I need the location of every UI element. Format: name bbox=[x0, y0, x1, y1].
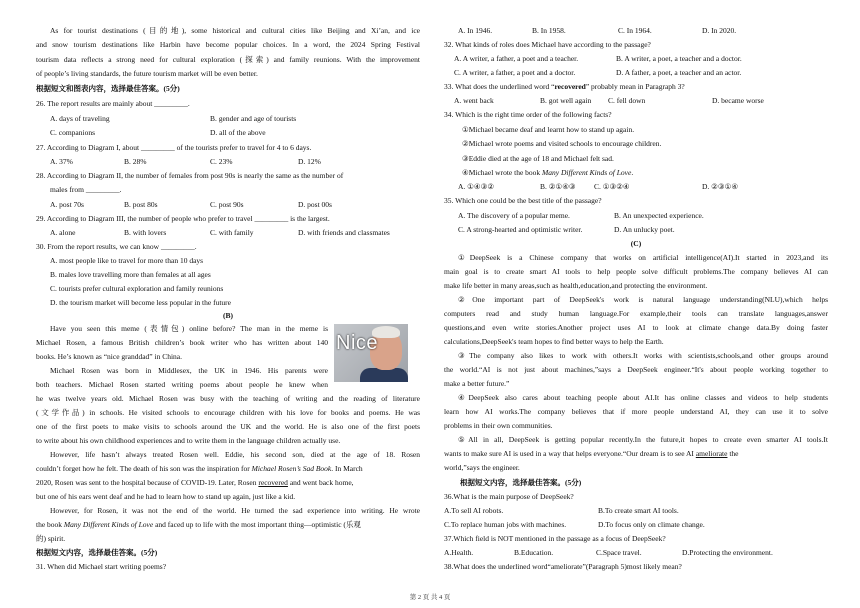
q28-stem-line-2: males from _________. bbox=[50, 185, 122, 194]
b-para3-line-3 bbox=[36, 478, 420, 488]
q37-option-a[interactable]: A.Health. bbox=[444, 548, 474, 557]
b-para2-line-6: to write about his own childhood experiences and to write them in the language children actually use. bbox=[36, 436, 341, 445]
c-p1-line-1: ①DeepSeek is a Chinese company that works on artificial intelligence(AI).It started in 2023,and its bbox=[458, 253, 828, 262]
q35-stem: 35. Which one could be the best title of the passage? bbox=[444, 196, 602, 205]
q33-stem bbox=[444, 82, 685, 92]
q35-option-b[interactable]: B. An unexpected experience. bbox=[614, 211, 704, 220]
q33-option-a[interactable]: A. went back bbox=[454, 96, 494, 105]
b-para4-text: the book bbox=[36, 520, 63, 529]
q34-option-c[interactable]: C. ①③②④ bbox=[594, 182, 630, 191]
c-p1-line-2: main goal is to create smart AI tools to help people solve difficult problems.The company believes AI can bbox=[444, 267, 828, 276]
q26-stem: 26. The report results are mainly about _________. bbox=[36, 99, 190, 108]
q36-stem: 36.What is the main purpose of DeepSeek? bbox=[444, 492, 574, 501]
q30-stem: 30. From the report results, we can know _________. bbox=[36, 242, 197, 251]
b-para2-line-2: both teachers. Michael Rosen started writing poems about people he knew when bbox=[36, 380, 328, 389]
c-p3-line-3: make a better future.” bbox=[444, 379, 510, 388]
section-b-title: (B) bbox=[223, 311, 233, 320]
c-p4-line-1: ④DeepSeek also cares about teaching people about AI.It has online classes and videos to help students bbox=[458, 393, 828, 402]
underlined-word-recovered: recovered bbox=[258, 478, 288, 487]
q37-option-b[interactable]: B.Education. bbox=[514, 548, 554, 557]
c-p2-line-1: ②One important part of DeepSeek's work is natural language understanding(NLU),which helps bbox=[458, 295, 828, 304]
q34-option-d[interactable]: D. ②③①④ bbox=[702, 182, 739, 191]
q29-option-d[interactable]: D. with friends and classmates bbox=[298, 228, 390, 237]
c-p5-line-1: ⑤All in all, DeepSeek is getting popular recently.In the future,it hopes to create even smarter AI tools.It bbox=[458, 435, 828, 444]
q37-option-d[interactable]: D.Protecting the environment. bbox=[682, 548, 773, 557]
b-para2-line-3: he was twelve years old. Michael Rosen was busy with the teaching of writing and the reading of literature bbox=[36, 394, 420, 403]
q33-option-b[interactable]: B. got well again bbox=[540, 96, 592, 105]
q34-fact-1: ①Michael became deaf and learnt how to stand up again. bbox=[462, 125, 635, 134]
q26-option-a[interactable]: A. days of traveling bbox=[50, 114, 110, 123]
b-para3-text: couldn’t forget how he felt. The death of his son was the inspiration for bbox=[36, 464, 250, 473]
q27-stem: 27. According to Diagram I, about _________ of the tourists prefer to travel for 4 to 6 days. bbox=[36, 143, 312, 152]
q31-option-c[interactable]: C. In 1964. bbox=[618, 26, 652, 35]
c-p2-line-2: computers read and study human language.For example,their tools can translate languages,answer bbox=[444, 309, 828, 318]
b-para2-line-1: Michael Rosen was born in Middlesex, the UK in 1946. His parents were bbox=[50, 366, 328, 375]
b-para2-line-5: one of the first poets to make visits to schools around the UK and the world. He is also one of the first poets bbox=[36, 422, 420, 431]
c-p1-line-3: make life better in many areas,such as health,education,and protecting the environment. bbox=[444, 281, 708, 290]
q34-stem: 34. Which is the right time order of the following facts? bbox=[444, 110, 612, 119]
q33-stem-word: recovered bbox=[554, 82, 586, 91]
q34-fact-2: ②Michael wrote poems and visited schools to encourage children. bbox=[462, 139, 662, 148]
q34-fact-4-book: Many Different Kinds of Love bbox=[542, 168, 632, 177]
b-para1-line-1: Have you seen this meme (表情包) online before? The man in the meme is bbox=[50, 324, 328, 333]
q36-option-b[interactable]: B.To create smart AI tools. bbox=[598, 506, 679, 515]
q29-stem: 29. According to Diagram III, the number of people who prefer to travel _________ is the largest. bbox=[36, 214, 330, 223]
b-para2-line-4: (文学作品) in schools. He visited schools to encourage children with his love for books and poems. He was bbox=[36, 408, 420, 417]
section-a-instruction: 根据短文和图表内容，选择最佳答案。(5分) bbox=[36, 84, 180, 93]
q28-option-c[interactable]: C. post 90s bbox=[210, 200, 244, 209]
meme-image bbox=[334, 324, 408, 382]
q36-option-a[interactable]: A.To sell AI robots. bbox=[444, 506, 504, 515]
q36-option-c[interactable]: C.To replace human jobs with machines. bbox=[444, 520, 567, 529]
q28-option-b[interactable]: B. post 80s bbox=[124, 200, 158, 209]
q28-option-d[interactable]: D. post 00s bbox=[298, 200, 332, 209]
sad-book-title: Michael Rosen’s Sad Book bbox=[251, 464, 332, 473]
c-p3-line-2: the world.“AI is not just about machines,”says a DeepSeek engineer.“It's about people working together to bbox=[444, 365, 828, 374]
q32-option-d[interactable]: D. A father, a poet, a teacher and an actor. bbox=[616, 68, 742, 77]
page-footer: 第 2 页 共 4 页 bbox=[409, 594, 451, 601]
c-p5-line-2-text: wants to make sure AI is used in a way that helps everyone.“Our dream is to see AI bbox=[444, 449, 694, 458]
q38-stem: 38.What does the underlined word“ameliorate”(Paragraph 5)most likely mean? bbox=[444, 562, 682, 571]
b-para3-line-2 bbox=[36, 464, 420, 474]
q29-option-c[interactable]: C. with family bbox=[210, 228, 254, 237]
c-p5-line-2 bbox=[444, 449, 828, 459]
q31-option-a[interactable]: A. In 1946. bbox=[458, 26, 493, 35]
intro-line-1: As for tourist destinations (目的地), some historical and cultural cities like Beijing and Xi’an, and ice bbox=[50, 26, 420, 35]
q28-stem-line-1: 28. According to Diagram II, the number of females from post 90s is nearly the same as the number of bbox=[36, 171, 344, 180]
section-c-instruction: 根据短文内容，选择最佳答案。(5分) bbox=[460, 478, 582, 487]
q30-option-b[interactable]: B. males love travelling more than females at all ages bbox=[50, 270, 211, 279]
q35-option-c[interactable]: C. A strong-hearted and optimistic writer. bbox=[458, 225, 583, 234]
intro-line-4: of people’s living standards, the future tourism market will be even better. bbox=[36, 69, 258, 78]
q33-option-d[interactable]: D. became worse bbox=[712, 96, 764, 105]
b-para4-line-2 bbox=[36, 520, 420, 530]
q26-option-d[interactable]: D. all of the above bbox=[210, 128, 266, 137]
b-para3-line-1: However, life hasn’t always treated Rosen well. Eddie, his second son, died at the age of 18. Rosen bbox=[50, 450, 420, 459]
q32-option-a[interactable]: A. A writer, a father, a poet and a teacher. bbox=[454, 54, 579, 63]
b-para1-line-2: Michael Rosen, a famous British children’s book writer who has written about 140 bbox=[36, 338, 328, 347]
b-para3-line-3-text-end: and went back home, bbox=[289, 478, 354, 487]
q30-option-d[interactable]: D. the tourism market will become less popular in the future bbox=[50, 298, 231, 307]
q29-option-b[interactable]: B. with lovers bbox=[124, 228, 167, 237]
q36-option-d[interactable]: D.To focus only on climate change. bbox=[598, 520, 705, 529]
c-p5-line-2-end: the bbox=[729, 449, 739, 458]
love-book-title: Many Different Kinds of Love bbox=[63, 520, 154, 529]
q34-fact-3: ③Eddie died at the age of 18 and Michael felt sad. bbox=[462, 154, 614, 163]
b-para3-line-3-text: 2020, Rosen was sent to the hospital because of COVID-19. Later, Rosen bbox=[36, 478, 257, 487]
q37-option-c[interactable]: C.Space travel. bbox=[596, 548, 642, 557]
c-p2-line-3: questions,and even write stories.Another project uses AI to look at climate change data.By doing faster bbox=[444, 323, 828, 332]
q35-option-d[interactable]: D. An unlucky poet. bbox=[614, 225, 675, 234]
b-para1-line-3: books. He’s known as “nice granddad” in China. bbox=[36, 352, 183, 361]
c-p3-line-1: ③The company also likes to work with others.It works with scientists,schools,and other groups around bbox=[458, 351, 828, 360]
q33-stem-post: ” probably mean in Paragraph 3? bbox=[585, 82, 685, 91]
q37-stem: 37.Which field is NOT mentioned in the passage as a focus of DeepSeek? bbox=[444, 534, 666, 543]
q28-option-a[interactable]: A. post 70s bbox=[50, 200, 84, 209]
c-p4-line-2: learn how AI works.The company believes that if more people understand AI, they can use it to solve bbox=[444, 407, 828, 416]
q31-option-d[interactable]: D. In 2020. bbox=[702, 26, 737, 35]
b-para4-text-end: and faced up to life with the most important thing—optimistic (乐观 bbox=[155, 520, 361, 529]
q27-option-d[interactable]: D. 12% bbox=[298, 157, 321, 166]
q31-stem: 31. When did Michael start writing poems? bbox=[36, 562, 167, 571]
q26-option-c[interactable]: C. companions bbox=[50, 128, 95, 137]
meme-shirt bbox=[360, 368, 408, 382]
c-p2-line-4: calculations,DeepSeek's team hopes to find better ways to help the Earth. bbox=[444, 337, 664, 346]
c-p5-line-3: world,”says the engineer. bbox=[444, 463, 520, 472]
b-para3-line-4: but one of his ears went deaf and he had to learn how to stand up again, just like a kid. bbox=[36, 492, 296, 501]
q27-option-a[interactable]: A. 37% bbox=[50, 157, 73, 166]
q29-option-a[interactable]: A. alone bbox=[50, 228, 76, 237]
q32-option-b[interactable]: B. A writer, a poet, a teacher and a doctor. bbox=[616, 54, 742, 63]
b-para3-text-end: . In March bbox=[331, 464, 363, 473]
q34-fact-4-post: . bbox=[631, 168, 634, 177]
b-para4-line-3: 的) spirit. bbox=[36, 534, 66, 543]
q34-fact-4-pre: ④Michael wrote the book bbox=[462, 168, 543, 177]
q30-option-c[interactable]: C. tourists prefer cultural exploration and family reunions bbox=[50, 284, 224, 293]
q33-option-c[interactable]: C. fell down bbox=[608, 96, 646, 105]
q34-option-b[interactable]: B. ②①④③ bbox=[540, 182, 576, 191]
section-b-instruction: 根据短文内容，选择最佳答案。(5分) bbox=[36, 548, 158, 557]
q27-option-c[interactable]: C. 23% bbox=[210, 157, 233, 166]
section-c-title: (C) bbox=[630, 239, 642, 248]
q33-stem-pre: 33. What does the underlined word “ bbox=[444, 82, 555, 91]
q26-option-b[interactable]: B. gender and age of tourists bbox=[210, 114, 297, 123]
b-para4-line-1: However, for Rosen, it was not the end of the world. He turned the sad experience into writing. He wrote bbox=[50, 506, 420, 515]
q31-option-b[interactable]: B. In 1958. bbox=[532, 26, 566, 35]
q35-option-a[interactable]: A. The discovery of a popular meme. bbox=[458, 211, 570, 220]
underlined-word-ameliorate: ameliorate bbox=[695, 449, 728, 458]
q32-stem: 32. What kinds of roles does Michael have according to the passage? bbox=[444, 40, 651, 49]
q30-option-a[interactable]: A. most people like to travel for more than 10 days bbox=[50, 256, 204, 265]
q34-option-a[interactable]: A. ①④③② bbox=[458, 182, 495, 191]
intro-line-3: tourism data reflects a strong need for cultural exploration (探索) and family reunions. With the improvement bbox=[36, 55, 420, 64]
meme-caption: Nice bbox=[336, 332, 379, 354]
q27-option-b[interactable]: B. 28% bbox=[124, 157, 147, 166]
q32-option-c[interactable]: C. A writer, a father, a poet and a doctor. bbox=[454, 68, 576, 77]
q34-fact-4 bbox=[462, 168, 633, 178]
intro-line-2: and snow tourism destinations like Harbin have become popular choices. In a word, the 2024 Spring Festival bbox=[36, 40, 420, 49]
c-p4-line-3: problems in their own communities. bbox=[444, 421, 553, 430]
